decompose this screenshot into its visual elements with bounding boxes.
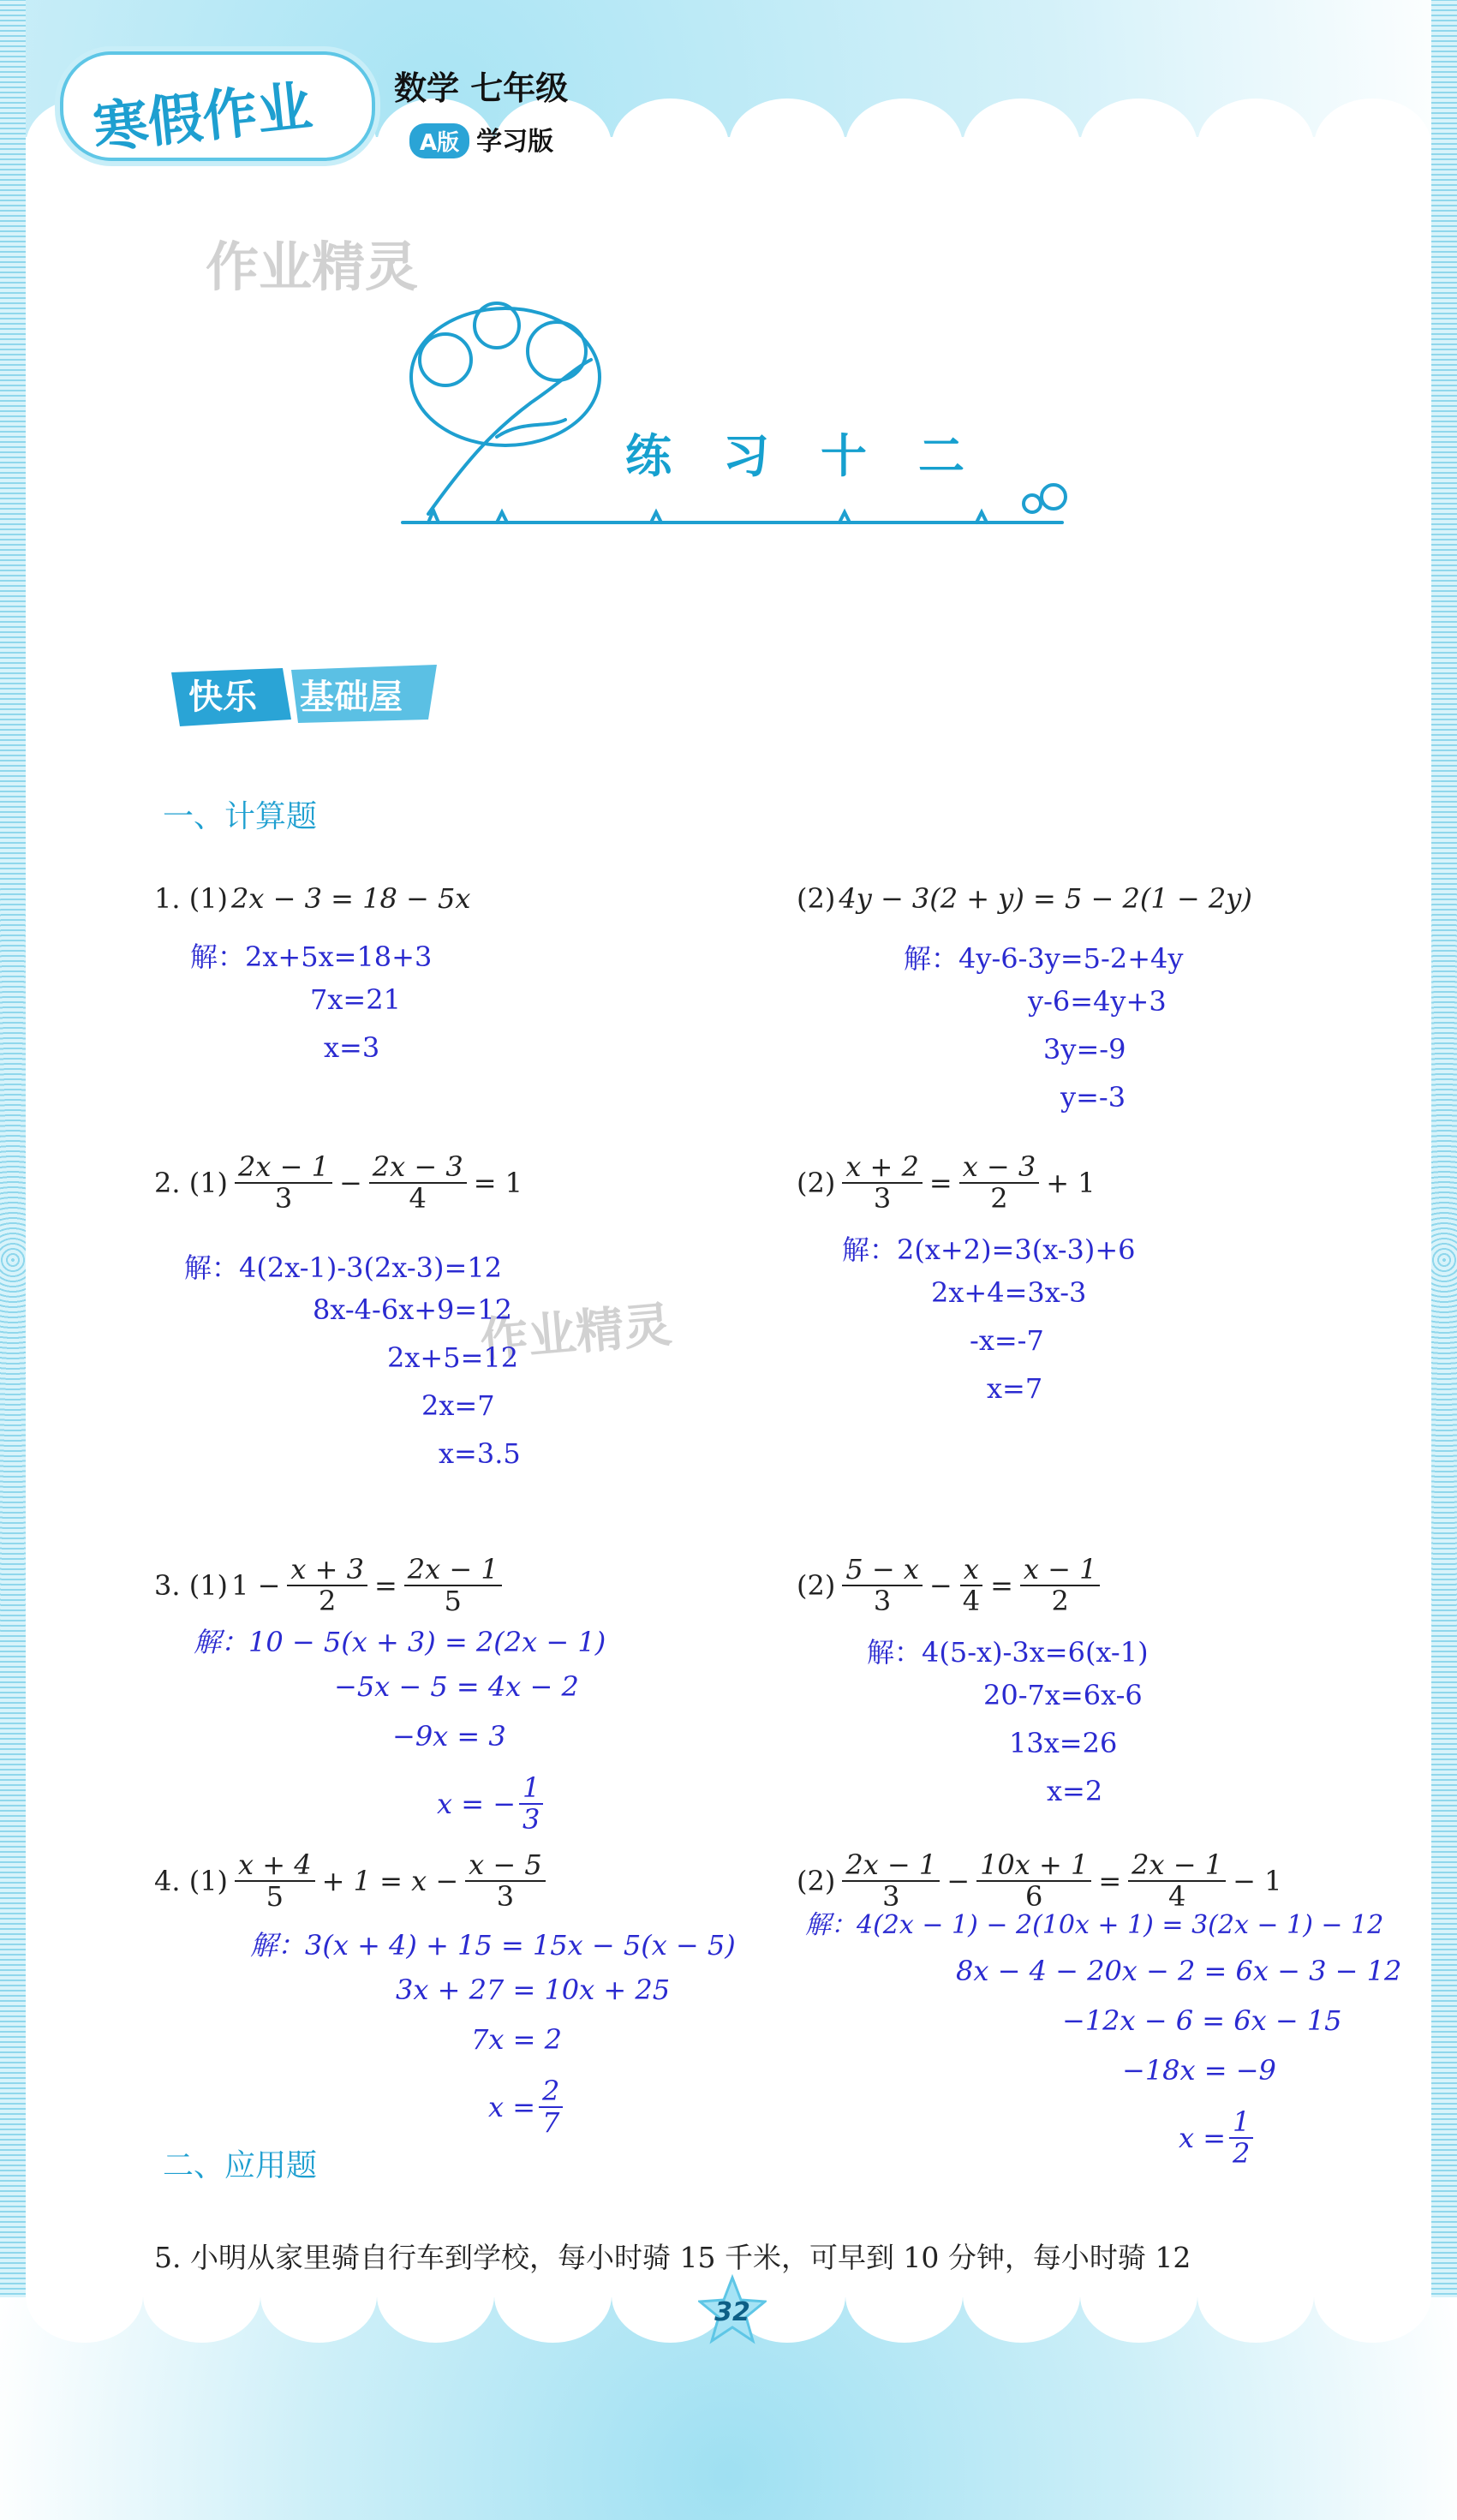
equation-tail: + 1: [1046, 1167, 1096, 1200]
question-1-2: [797, 882, 1252, 915]
question-label: 1. (1): [154, 882, 229, 915]
right-border-decoration: [1431, 0, 1457, 2520]
answer-line: -x=-7: [970, 1324, 1044, 1357]
fraction: [404, 1555, 502, 1616]
answer-line: 解：10 − 5(x + 3) = 2(2x − 1): [194, 1626, 606, 1658]
question-3-2: [797, 1555, 1103, 1616]
question-label: (2): [797, 882, 836, 915]
question-3-1: [154, 1555, 505, 1616]
numerator: x + 3: [287, 1555, 367, 1586]
operator: −: [338, 1167, 362, 1200]
numerator: 2x − 1: [842, 1850, 940, 1882]
answer-line: 解：2(x+2)=3(x-3)+6: [842, 1233, 1136, 1266]
answer-line: x=2: [1047, 1775, 1103, 1807]
fraction: [842, 1555, 923, 1616]
answer-line: y=-3: [1060, 1081, 1126, 1114]
denominator: 4: [962, 1585, 981, 1618]
page-number: 32: [714, 2297, 750, 2327]
denominator: 3: [873, 1182, 892, 1215]
equation-middle: + 1 = x −: [321, 1865, 459, 1898]
numerator: x − 3: [959, 1152, 1040, 1184]
answer-line: 3y=-9: [1043, 1033, 1126, 1066]
answer-line: x=7: [987, 1372, 1043, 1405]
numerator: x: [960, 1555, 982, 1586]
denominator: 5: [266, 1880, 284, 1914]
answer-line: 解：3(x + 4) + 15 = 15x − 5(x − 5): [250, 1929, 736, 1962]
denominator: 3: [274, 1182, 293, 1215]
section-badge: [163, 660, 445, 728]
operator: −: [929, 1569, 952, 1603]
denominator: 4: [409, 1182, 427, 1215]
answer-line: x=3: [324, 1031, 380, 1064]
fraction: [465, 1850, 546, 1912]
answer-line: −18x = −9: [1122, 2054, 1276, 2087]
denominator: 2: [990, 1182, 1008, 1215]
answer-line: 解：4y-6-3y=5-2+4y: [904, 942, 1184, 975]
answer-line: 2x+5=12: [387, 1341, 519, 1374]
answer-text: x =: [1179, 2122, 1227, 2155]
lesson-title: 练习十二: [625, 429, 1016, 483]
answer-line: 7x=21: [310, 983, 401, 1016]
answer-line: 3x + 27 = 10x + 25: [396, 1974, 671, 2006]
answer-line: 解：4(5-x)-3x=6(x-1): [867, 1636, 1149, 1669]
fraction: [1020, 1555, 1101, 1616]
question-2-2: [797, 1152, 1096, 1214]
denominator: 3: [496, 1880, 515, 1914]
question-label: 4. (1): [154, 1865, 229, 1898]
edition-text: 学习版: [476, 127, 554, 157]
fraction: [519, 1773, 543, 1835]
fraction: [235, 1152, 332, 1214]
denominator: 2: [1051, 1585, 1069, 1618]
fraction: [959, 1152, 1040, 1214]
watermark: 作业精灵: [206, 236, 419, 298]
denominator: 5: [444, 1585, 462, 1618]
answer-line: 2x=7: [421, 1389, 495, 1422]
question-expression: 2x − 3 = 18 − 5x: [231, 882, 471, 915]
question-expression: 4y − 3(2 + y) = 5 − 2(1 − 2y): [839, 882, 1252, 915]
numerator: 5 − x: [842, 1555, 923, 1586]
numerator: 2x − 3: [369, 1152, 467, 1184]
answer-line: [488, 2076, 566, 2138]
header-badge-text: 寒假作业: [90, 75, 315, 162]
subject-grade: 数学 七年级: [394, 69, 569, 107]
numerator: 1: [1229, 2107, 1253, 2139]
question-2-1: [154, 1152, 522, 1214]
numerator: 2: [539, 2076, 563, 2108]
fraction: [959, 1555, 983, 1616]
section-heading-apply: 二、应用题: [163, 2148, 318, 2183]
numerator: x − 5: [465, 1850, 546, 1882]
section-badge-right: 基础屋: [300, 678, 403, 717]
answer-text: x =: [488, 2091, 536, 2124]
question-5: 5. 小明从家里骑自行车到学校，每小时骑 15 千米，可早到 10 分钟，每小时骑 12: [154, 2241, 1191, 2274]
question-4-1: [154, 1850, 549, 1912]
operator: =: [990, 1569, 1013, 1603]
answer-line: 解：4(2x-1)-3(2x-3)=12: [184, 1251, 503, 1284]
equation-lead: 1 −: [231, 1569, 281, 1603]
denominator: 6: [1025, 1880, 1043, 1914]
equation-tail: = 1: [473, 1167, 523, 1200]
watermark: 作业精灵: [477, 1297, 674, 1370]
answer-line: x=3.5: [439, 1437, 521, 1470]
answer-line: −9x = 3: [392, 1720, 506, 1753]
answer-line: 8x-4-6x+9=12: [313, 1293, 512, 1326]
numerator: 2x − 1: [1128, 1850, 1226, 1882]
denominator: 4: [1167, 1880, 1186, 1914]
numerator: x + 4: [235, 1850, 315, 1882]
section-badge-left: 快乐: [188, 678, 257, 717]
numerator: 1: [519, 1773, 543, 1805]
answer-line: [1179, 2107, 1257, 2169]
fraction: [235, 1850, 315, 1912]
header-badge: [60, 51, 375, 161]
denominator: 2: [1233, 2137, 1251, 2171]
flower-icon: [1042, 485, 1066, 509]
fraction: [539, 2076, 563, 2138]
answer-line: 解：2x+5x=18+3: [190, 941, 433, 973]
fraction: [1229, 2107, 1253, 2169]
edition-label: [409, 120, 553, 158]
numerator: 10x + 1: [976, 1850, 1091, 1882]
denominator: 7: [542, 2106, 560, 2140]
denominator: 3: [882, 1880, 900, 1914]
equation-tail: − 1: [1233, 1865, 1282, 1898]
operator: =: [373, 1569, 397, 1603]
question-1-1: [154, 882, 470, 915]
fraction: [842, 1152, 923, 1214]
fraction: [287, 1555, 367, 1616]
operator: =: [929, 1167, 952, 1200]
answer-line: 13x=26: [1009, 1727, 1118, 1759]
section-heading-calc: 一、计算题: [163, 799, 318, 834]
question-label: 2. (1): [154, 1167, 229, 1200]
answer-line: y-6=4y+3: [1028, 985, 1167, 1018]
answer-line: −12x − 6 = 6x − 15: [1062, 2004, 1342, 2037]
answer-line: 8x − 4 − 20x − 2 = 6x − 3 − 12: [956, 1955, 1402, 1987]
numerator: x − 1: [1020, 1555, 1101, 1586]
question-label: (2): [797, 1167, 836, 1200]
numerator: 2x − 1: [404, 1555, 502, 1586]
denominator: 2: [318, 1585, 337, 1618]
denominator: 3: [522, 1803, 540, 1836]
numerator: x + 2: [842, 1152, 923, 1184]
denominator: 3: [873, 1585, 892, 1618]
question-label: (2): [797, 1865, 836, 1898]
answer-line: −5x − 5 = 4x − 2: [334, 1670, 579, 1703]
edition-mark: A版: [409, 123, 469, 158]
answer-text: x = −: [437, 1788, 517, 1821]
numerator: 2x − 1: [235, 1152, 332, 1184]
fraction: [369, 1152, 467, 1214]
question-label: (2): [797, 1569, 836, 1603]
answer-line: [437, 1773, 546, 1835]
question-label: 3. (1): [154, 1569, 229, 1603]
answer-line: 7x = 2: [471, 2023, 562, 2056]
answer-line: 解：4(2x − 1) − 2(10x + 1) = 3(2x − 1) − 12: [805, 1910, 1384, 1940]
answer-line: 2x+4=3x-3: [931, 1276, 1087, 1309]
answer-line: 20-7x=6x-6: [983, 1679, 1143, 1711]
operator: −: [946, 1865, 970, 1898]
left-border-decoration: [0, 0, 26, 2520]
operator: =: [1098, 1865, 1122, 1898]
